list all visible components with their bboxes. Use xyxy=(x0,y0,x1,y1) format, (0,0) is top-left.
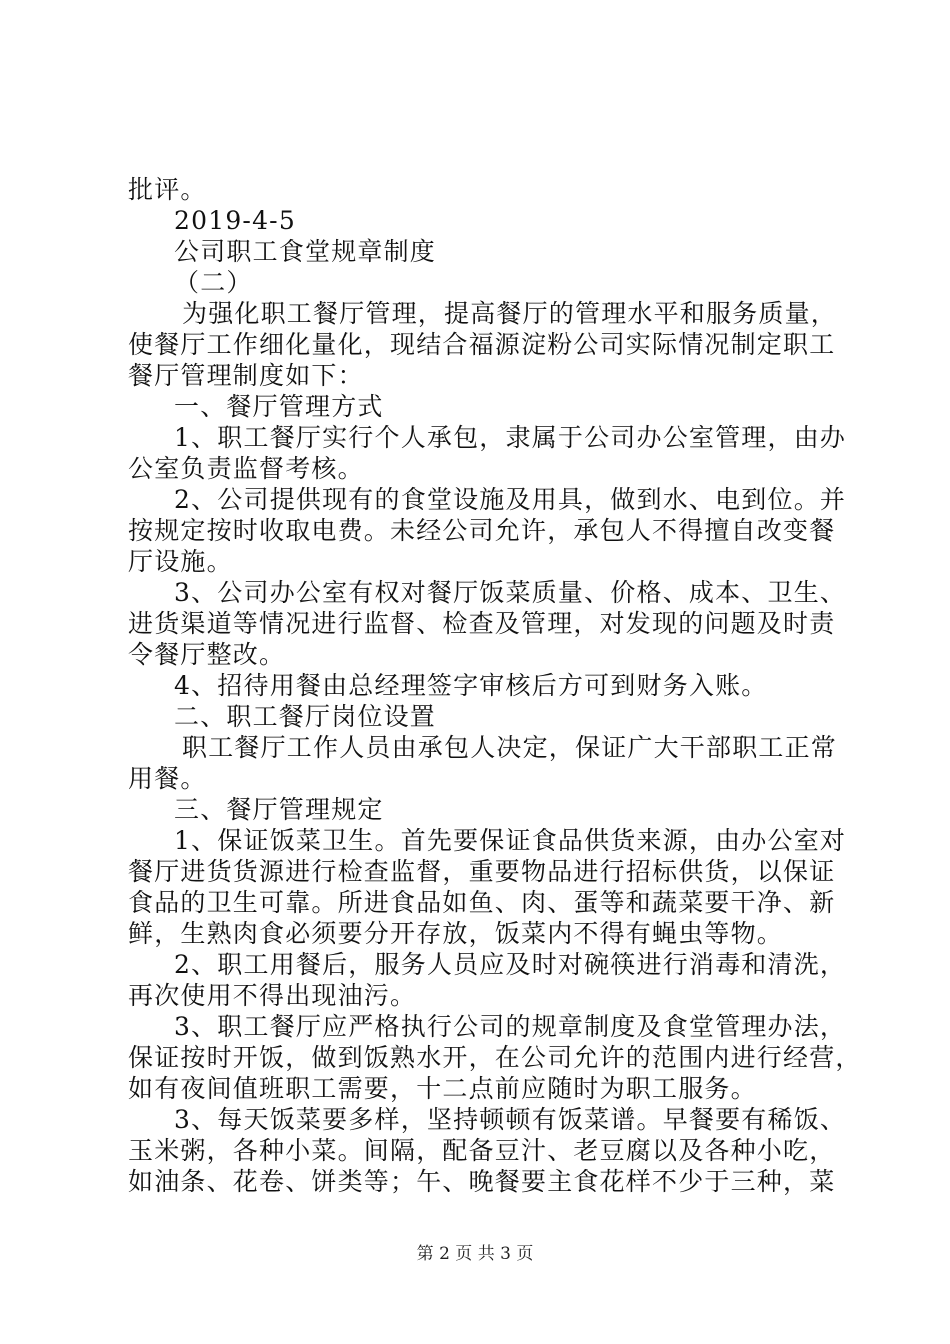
text-line: 3、每天饭菜要多样，坚持顿顿有饭菜谱。早餐要有稀饭、 xyxy=(174,1105,847,1134)
text-line: 2、职工用餐后，服务人员应及时对碗筷进行消毒和清洗， xyxy=(174,950,847,979)
text-line: 按规定按时收取电费。未经公司允许，承包人不得擅自改变餐 xyxy=(128,516,836,545)
text-line: 用餐。 xyxy=(128,764,207,793)
text-line: 再次使用不得出现油污。 xyxy=(128,981,417,1010)
text-line: 4、招待用餐由总经理签字审核后方可到财务入账。 xyxy=(174,671,768,700)
text-line: 职工餐厅工作人员由承包人决定，保证广大干部职工正常 xyxy=(182,733,838,762)
text-line: 令餐厅整改。 xyxy=(128,640,286,669)
page-footer: 第 2 页 共 3 页 xyxy=(416,1244,534,1264)
text-line: 2、公司提供现有的食堂设施及用具，做到水、电到位。并 xyxy=(174,485,847,514)
text-line: 二、职工餐厅岗位设置 xyxy=(174,702,437,731)
text-line: 公司职工食堂规章制度 xyxy=(174,237,437,266)
text-line: 1、保证饭菜卫生。首先要保证食品供货来源，由办公室对 xyxy=(174,826,847,855)
text-line: 玉米粥，各种小菜。间隔，配备豆汁、老豆腐以及各种小吃， xyxy=(128,1136,836,1165)
document-body xyxy=(128,174,862,1197)
text-line: 一、餐厅管理方式 xyxy=(174,392,384,421)
text-line: 批评。 xyxy=(128,175,207,204)
text-line: 使餐厅工作细化量化，现结合福源淀粉公司实际情况制定职工 xyxy=(128,330,836,359)
text-line: 3、职工餐厅应严格执行公司的规章制度及食堂管理办法， xyxy=(174,1012,847,1041)
text-line: 公室负责监督考核。 xyxy=(128,454,364,483)
text-line: 厅设施。 xyxy=(128,547,233,576)
text-line: 保证按时开饭，做到饭熟水开，在公司允许的范围内进行经营， xyxy=(128,1043,862,1072)
text-line: （二） xyxy=(174,268,253,297)
text-line: 餐厅进货货源进行检查监督，重要物品进行招标供货，以保证 xyxy=(128,857,836,886)
text-line: 进货渠道等情况进行监督、检查及管理，对发现的问题及时责 xyxy=(128,609,836,638)
text-line: 1、职工餐厅实行个人承包，隶属于公司办公室管理，由办 xyxy=(174,423,847,452)
text-line: 为强化职工餐厅管理，提高餐厅的管理水平和服务质量， xyxy=(182,299,838,328)
text-line: 3、公司办公室有权对餐厅饭菜质量、价格、成本、卫生、 xyxy=(174,578,847,607)
text-line: 如有夜间值班职工需要，十二点前应随时为职工服务。 xyxy=(128,1074,757,1103)
text-line: 2019-4-5 xyxy=(174,206,296,235)
text-line: 食品的卫生可靠。所进食品如鱼、肉、蛋等和蔬菜要干净、新 xyxy=(128,888,836,917)
text-line: 如油条、花卷、饼类等；午、晚餐要主食花样不少于三种，菜 xyxy=(128,1167,836,1196)
text-line: 三、餐厅管理规定 xyxy=(174,795,384,824)
text-line: 餐厅管理制度如下： xyxy=(128,361,364,390)
text-line: 鲜，生熟肉食必须要分开存放，饭菜内不得有蝇虫等物。 xyxy=(128,919,784,948)
